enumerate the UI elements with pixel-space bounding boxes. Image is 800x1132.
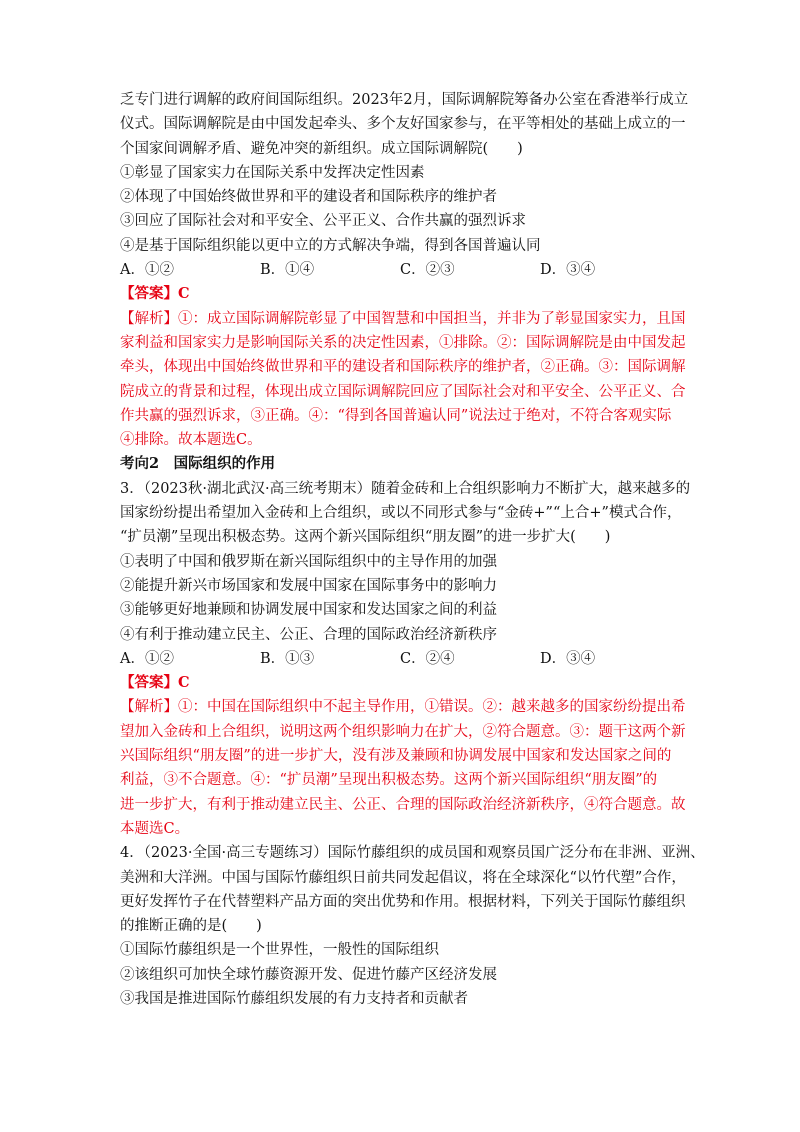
analysis-line: 院成立的背景和过程，体现出成立国际调解院回应了国际社会对和平安全、公平正义、合 [120,383,686,400]
section-heading: 考向2 国际组织的作用 [120,455,276,473]
analysis-line: 作共赢的强烈诉求，③正确。④：“得到各国普遍认同”说法过于绝对，不符合客观实际 [120,407,672,424]
analysis-line: 【解析】①：中国在国际组织中不起主导作用，①错误。②：越来越多的国家纷纷提出希 [120,699,686,716]
analysis-line: 进一步扩大，有利于推动建立民主、公正、合理的国际政治经济新秩序，④符合题意。故 [120,796,686,813]
choice-d: D．③④ [540,262,596,279]
answer-choices [120,258,680,282]
option-statement: ④是基于国际组织能以更中立的方式解决争端，得到各国普遍认同 [120,237,541,254]
question-stem-line: 3．（2023秋·湖北武汉·高三统考期末）随着金砖和上合组织影响力不断扩大，越来越多的 [120,480,691,497]
choice-b: B．①③ [260,650,315,667]
question-stem-line: 国家纷纷提出希望加入金砖和上合组织，或以不同形式参与“金砖+”“上合+”模式合作， [120,505,682,522]
answer-label: 【答案】C [120,285,190,303]
analysis-line: 牵头，体现出中国始终做世界和平的建设者和国际秩序的维护者，②正确。③：国际调解 [120,359,686,376]
question-stem-line: 仪式。国际调解院是由中国发起牵头、多个友好国家参与，在平等相处的基础上成立的一 [120,116,686,133]
choice-c: C．②③ [400,262,455,279]
question-stem-line: 4．（2023·全国·高三专题练习）国际竹藤组织的成员国和观察员国广泛分布在非洲、亚洲、 [120,845,705,862]
option-statement: ①彰显了国家实力在国际关系中发挥决定性因素 [120,164,425,181]
question-2 [120,88,689,452]
option-statement: ③我国是推进国际竹藤组织发展的有力支持者和贡献者 [120,990,468,1007]
choice-d: D．③④ [540,650,596,667]
question-stem-line: 个国家间调解矛盾、避免冲突的新组织。成立国际调解院( ) [120,140,523,157]
option-statement: ②体现了中国始终做世界和平的建设者和国际秩序的维护者 [120,189,497,206]
question-stem-line: 美洲和大洋洲。中国与国际竹藤组织日前共同发起倡议，将在全球深化“以竹代塑”合作， [120,869,686,886]
choice-a: A．①② [120,650,174,667]
analysis-line: 本题选C。 [120,820,190,837]
option-statement: ②能提升新兴市场国家和发展中国家在国际事务中的影响力 [120,577,497,594]
analysis-line: 兴国际组织“朋友圈”的进一步扩大，没有涉及兼顾和协调发展中国家和发达国家之间的 [120,748,672,765]
answer-choices [120,647,680,671]
question-3 [120,477,691,841]
analysis-line: ④排除。故本题选C。 [120,432,262,449]
option-statement: ①国际竹藤组织是一个世界性，一般性的国际组织 [120,942,439,959]
analysis-line: 利益，③不合题意。④：“扩员潮”呈现出积极态势。这两个新兴国际组织“朋友圈”的 [120,772,658,789]
choice-b: B．①④ [260,262,315,279]
option-statement: ①表明了中国和俄罗斯在新兴国际组织中的主导作用的加强 [120,553,497,570]
analysis-line: 望加入金砖和上合组织，说明这两个组织影响力在扩大，②符合题意。③：题干这两个新 [120,723,686,740]
question-stem-line: 更好发挥竹子在代替塑料产品方面的突出优势和作用。根据材料，下列关于国际竹藤组织 [120,893,686,910]
option-statement: ④有利于推动建立民主、公正、合理的国际政治经济新秩序 [120,626,497,643]
option-statement: ②该组织可加快全球竹藤资源开发、促进竹藤产区经济发展 [120,966,497,983]
analysis-line: 家利益和国家实力是影响国际关系的决定性因素，①排除。②：国际调解院是由中国发起 [120,334,686,351]
choice-a: A．①② [120,262,174,279]
option-statement: ③回应了国际社会对和平安全、公平正义、合作共赢的强烈诉求 [120,213,526,230]
option-statement: ③能够更好地兼顾和协调发展中国家和发达国家之间的利益 [120,602,497,619]
page-content [120,88,705,1011]
question-stem-line: 乏专门进行调解的政府间国际组织。2023年2月，国际调解院筹备办公室在香港举行成立 [120,92,689,108]
question-4 [120,841,705,1011]
question-stem-line: “扩员潮”呈现出积极态势。这两个新兴国际组织“朋友圈”的进一步扩大( ) [120,529,611,546]
analysis-line: 【解析】①：成立国际调解院彰显了中国智慧和中国担当，并非为了彰显国家实力，且国 [120,310,686,327]
question-stem-line: 的推断正确的是( ) [120,918,262,935]
choice-c: C．②④ [400,650,455,667]
answer-label: 【答案】C [120,674,190,692]
